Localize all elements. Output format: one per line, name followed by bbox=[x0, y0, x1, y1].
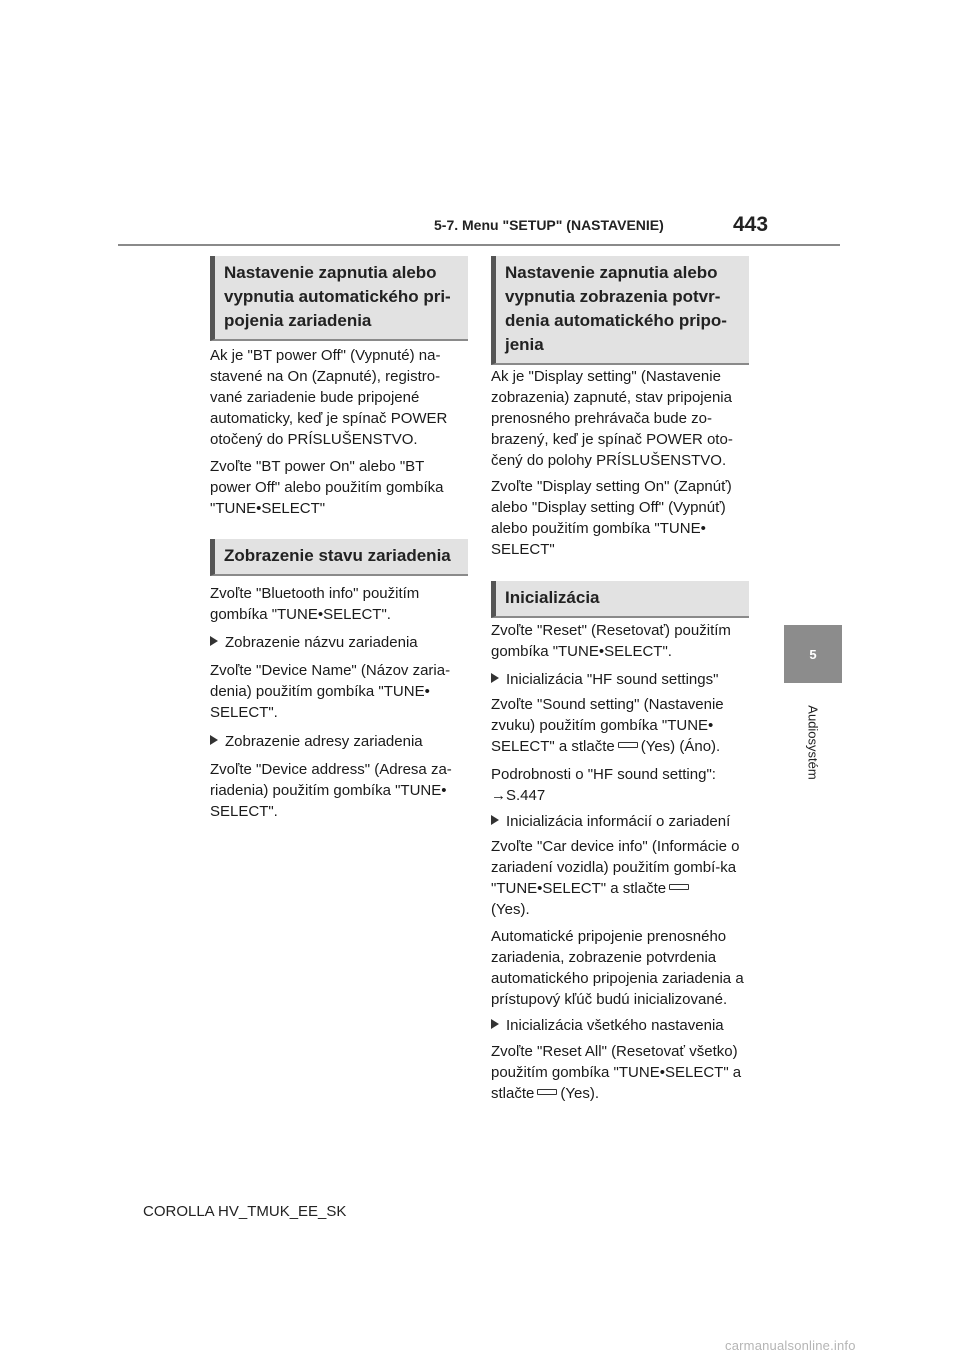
bullet-item bbox=[210, 731, 468, 752]
bullet-text: Zobrazenie adresy zariadenia bbox=[225, 733, 423, 750]
heading-display-confirmation: Nastavenie zapnutia alebo vypnutia zobrazenia potvr-denia automatického pripo-jenia bbox=[491, 256, 749, 365]
paragraph: Zvoľte "Reset" (Resetovať) použitím gombíka "TUNE•SELECT". bbox=[491, 622, 731, 660]
button-symbol-icon bbox=[618, 742, 638, 748]
paragraph: Zvoľte "Device address" (Adresa za-riadenia) použitím gombíka "TUNE• SELECT". bbox=[210, 761, 452, 820]
heading-auto-connect: Nastavenie zapnutia alebo vypnutia automatického pri-pojenia zariadenia bbox=[210, 256, 468, 341]
triangle-bullet-icon bbox=[491, 1019, 499, 1029]
button-symbol-icon bbox=[537, 1089, 557, 1095]
paragraph: Zvoľte "Sound setting" (Nastavenie zvuku) použitím gombíka "TUNE• SELECT" a stlačte (Yes) (Áno). bbox=[491, 696, 724, 755]
paragraph: Zvoľte "Display setting On" (Zapnúť) alebo "Display setting Off" (Vypnúť) alebo použitím gombíka "TUNE• SELECT" bbox=[491, 478, 732, 558]
footer-code: COROLLA HV_TMUK_EE_SK bbox=[143, 1203, 347, 1220]
triangle-bullet-icon bbox=[210, 735, 218, 745]
button-symbol-icon bbox=[669, 884, 689, 890]
paragraph: Zvoľte "Reset All" (Resetovať všetko) použitím gombíka "TUNE•SELECT" a stlačte (Yes). bbox=[491, 1043, 742, 1102]
heading-initialization: Inicializácia bbox=[491, 581, 749, 618]
bullet-text: Inicializácia všetkého nastavenia bbox=[506, 1017, 724, 1034]
bullet-item bbox=[210, 632, 468, 653]
bullet-item bbox=[491, 811, 749, 832]
bullet-text: Zobrazenie názvu zariadenia bbox=[225, 634, 418, 651]
watermark: carmanualsonline.info bbox=[725, 1338, 856, 1353]
triangle-bullet-icon bbox=[491, 673, 499, 683]
header-divider bbox=[118, 244, 840, 246]
chapter-label: Audiosystém bbox=[805, 705, 821, 780]
bullet-text: Inicializácia informácií o zariadení bbox=[506, 813, 731, 830]
paragraph: Zvoľte "BT power On" alebo "BT power Off" alebo použitím gombíka "TUNE•SELECT" bbox=[210, 458, 444, 517]
bullet-text: Inicializácia "HF sound settings" bbox=[506, 671, 719, 688]
chapter-tab: 5 bbox=[784, 625, 842, 683]
triangle-bullet-icon bbox=[210, 636, 218, 646]
paragraph: Ak je "Display setting" (Nastavenie zobrazenia) zapnuté, stav pripojenia prenosného prehrávača bude zo-brazený, keď je spínač POWER oto-čený do polohy PRÍSLUŠENSTVO. bbox=[491, 368, 733, 469]
paragraph: Zvoľte "Device Name" (Názov zaria-denia) použitím gombíka "TUNE• SELECT". bbox=[210, 662, 451, 721]
paragraph: Ak je "BT power Off" (Vypnuté) na-stavené na On (Zapnuté), registro-vané zariadenie bude pripojené automaticky, keď je spínač POWER otočený do PRÍSLUŠENSTVO. bbox=[210, 347, 448, 448]
heading-device-status: Zobrazenie stavu zariadenia bbox=[210, 539, 468, 576]
paragraph: Podrobnosti o "HF sound setting": →S.447 bbox=[491, 766, 716, 804]
bullet-item bbox=[491, 1015, 749, 1036]
page-reference: →S.447 bbox=[491, 787, 546, 804]
paragraph: Zvoľte "Car device info" (Informácie o zariadení vozidla) použitím gombí-ka "TUNE•SELECT" a stlačte (Yes). bbox=[491, 838, 740, 918]
page-number: 443 bbox=[733, 213, 769, 236]
bullet-item bbox=[491, 669, 749, 690]
triangle-bullet-icon bbox=[491, 815, 499, 825]
paragraph: Automatické pripojenie prenosného zariadenia, zobrazenie potvrdenia automatického pripojenia zariadenia a prístupový kľúč budú inicializované. bbox=[491, 928, 744, 1008]
section-title: 5-7. Menu "SETUP" (NASTAVENIE) bbox=[434, 217, 664, 233]
paragraph: Zvoľte "Bluetooth info" použitím gombíka "TUNE•SELECT". bbox=[210, 585, 420, 623]
